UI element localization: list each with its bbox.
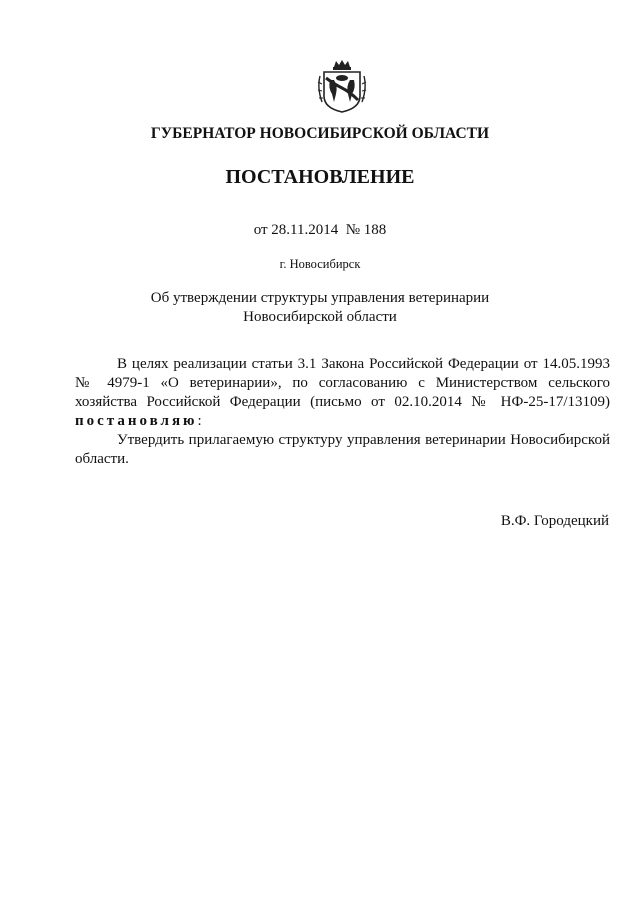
subject-line-1: Об утверждении структуры управления ветеринарии bbox=[150, 290, 490, 306]
decree-colon: : bbox=[197, 413, 202, 429]
body-line-5: Утвердить прилагаемую структуру управления ветеринарии Новосибирской bbox=[117, 432, 610, 448]
coat-of-arms-icon bbox=[316, 58, 368, 114]
document-body bbox=[75, 355, 610, 469]
body-line-1: В целях реализации статьи 3.1 Закона Российской Федерации от 14.05.1993 bbox=[117, 356, 610, 372]
document-type: ПОСТАНОВЛЕНИЕ bbox=[225, 166, 415, 188]
subject-line-2: Новосибирской области bbox=[243, 309, 397, 325]
document-subject bbox=[0, 289, 640, 327]
body-line-3: хозяйства Российской Федерации (письмо от 02.10.2014 № НФ-25-17/13109) bbox=[75, 394, 610, 410]
document-date: от 28.11.2014 bbox=[253, 222, 339, 238]
authority-title: ГУБЕРНАТОР НОВОСИБИРСКОЙ ОБЛАСТИ bbox=[150, 125, 490, 142]
body-line-6: области. bbox=[75, 451, 129, 467]
document-number: № 188 bbox=[345, 222, 387, 238]
decree-word: постановляю bbox=[75, 413, 198, 429]
date-number-line bbox=[0, 222, 640, 239]
decree-line bbox=[75, 412, 610, 431]
body-line-2: № 4979-1 «О ветеринарии», по согласованию с Министерством сельского bbox=[75, 375, 610, 391]
signature-name: В.Ф. Городецкий bbox=[500, 513, 609, 529]
document-city: г. Новосибирск bbox=[279, 257, 361, 271]
